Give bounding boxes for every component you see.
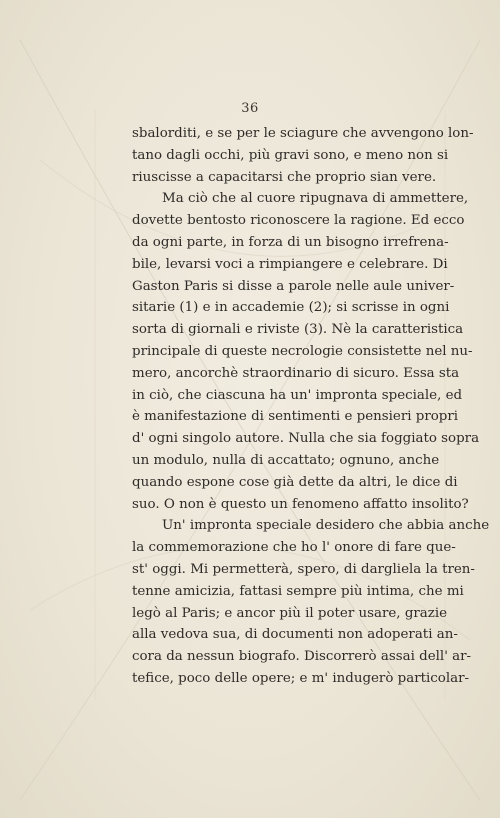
text-line: tenne amicizia, fattasi sempre più intima, che mi xyxy=(132,583,464,599)
text-line: d' ogni singolo autore. Nulla che sia foggiato sopra xyxy=(132,431,480,447)
page-number: 36 xyxy=(241,101,259,116)
text-line: Gaston Paris si disse a parole nelle aule univer- xyxy=(132,278,455,294)
text-line: sbalorditi, e se per le sciagure che avvengono lon- xyxy=(132,126,474,141)
text-line: un modulo, nulla di accattato; ognuno, anche xyxy=(132,452,440,468)
text-line: in ciò, che ciascuna ha un' impronta speciale, ed xyxy=(132,387,463,403)
text-line: riuscisse a capacitarsi che proprio sian vere. xyxy=(132,169,437,185)
text-line: tano dagli occhi, più gravi sono, e meno non si xyxy=(132,147,449,163)
body-text xyxy=(132,123,490,690)
text-line: alla vedova sua, di documenti non adoperati an- xyxy=(132,627,458,643)
text-line: sitarie (1) e in accademie (2); si scrisse in ogni xyxy=(132,300,450,316)
text-line: dovette bentosto riconoscere la ragione. Ed ecco xyxy=(132,213,465,229)
text-line: legò al Paris; e ancor più il poter usare, grazie xyxy=(132,605,448,621)
text-line: tefice, poco delle opere; e m' indugerò particolar- xyxy=(132,670,470,686)
text-line: è manifestazione di sentimenti e pensieri propri xyxy=(132,409,459,425)
text-line: principale di queste necrologie consistette nel nu- xyxy=(132,343,473,359)
text-line: sorta di giornali e riviste (3). Nè la caratteristica xyxy=(132,322,464,338)
text-line: Un' impronta speciale desidero che abbia anche xyxy=(162,518,490,534)
text-line: quando espone cose già dette da altri, le dice di xyxy=(132,474,458,490)
text-line: cora da nessun biografo. Discorrerò assai dell' ar- xyxy=(132,649,472,665)
text-line: da ogni parte, in forza di un bisogno irrefrena- xyxy=(132,234,449,250)
text-line: la commemorazione che ho l' onore di fare que- xyxy=(132,540,456,556)
text-line: suo. O non è questo un fenomeno affatto insolito? xyxy=(132,496,469,512)
text-line: bile, levarsi voci a rimpiangere e celebrare. Di xyxy=(132,256,448,272)
text-line: Ma ciò che al cuore ripugnava di ammettere, xyxy=(162,191,469,207)
text-line: mero, ancorchè straordinario di sicuro. Essa sta xyxy=(132,365,460,381)
text-line: st' oggi. Mi permetterà, spero, di dargliela la tren- xyxy=(132,561,475,577)
